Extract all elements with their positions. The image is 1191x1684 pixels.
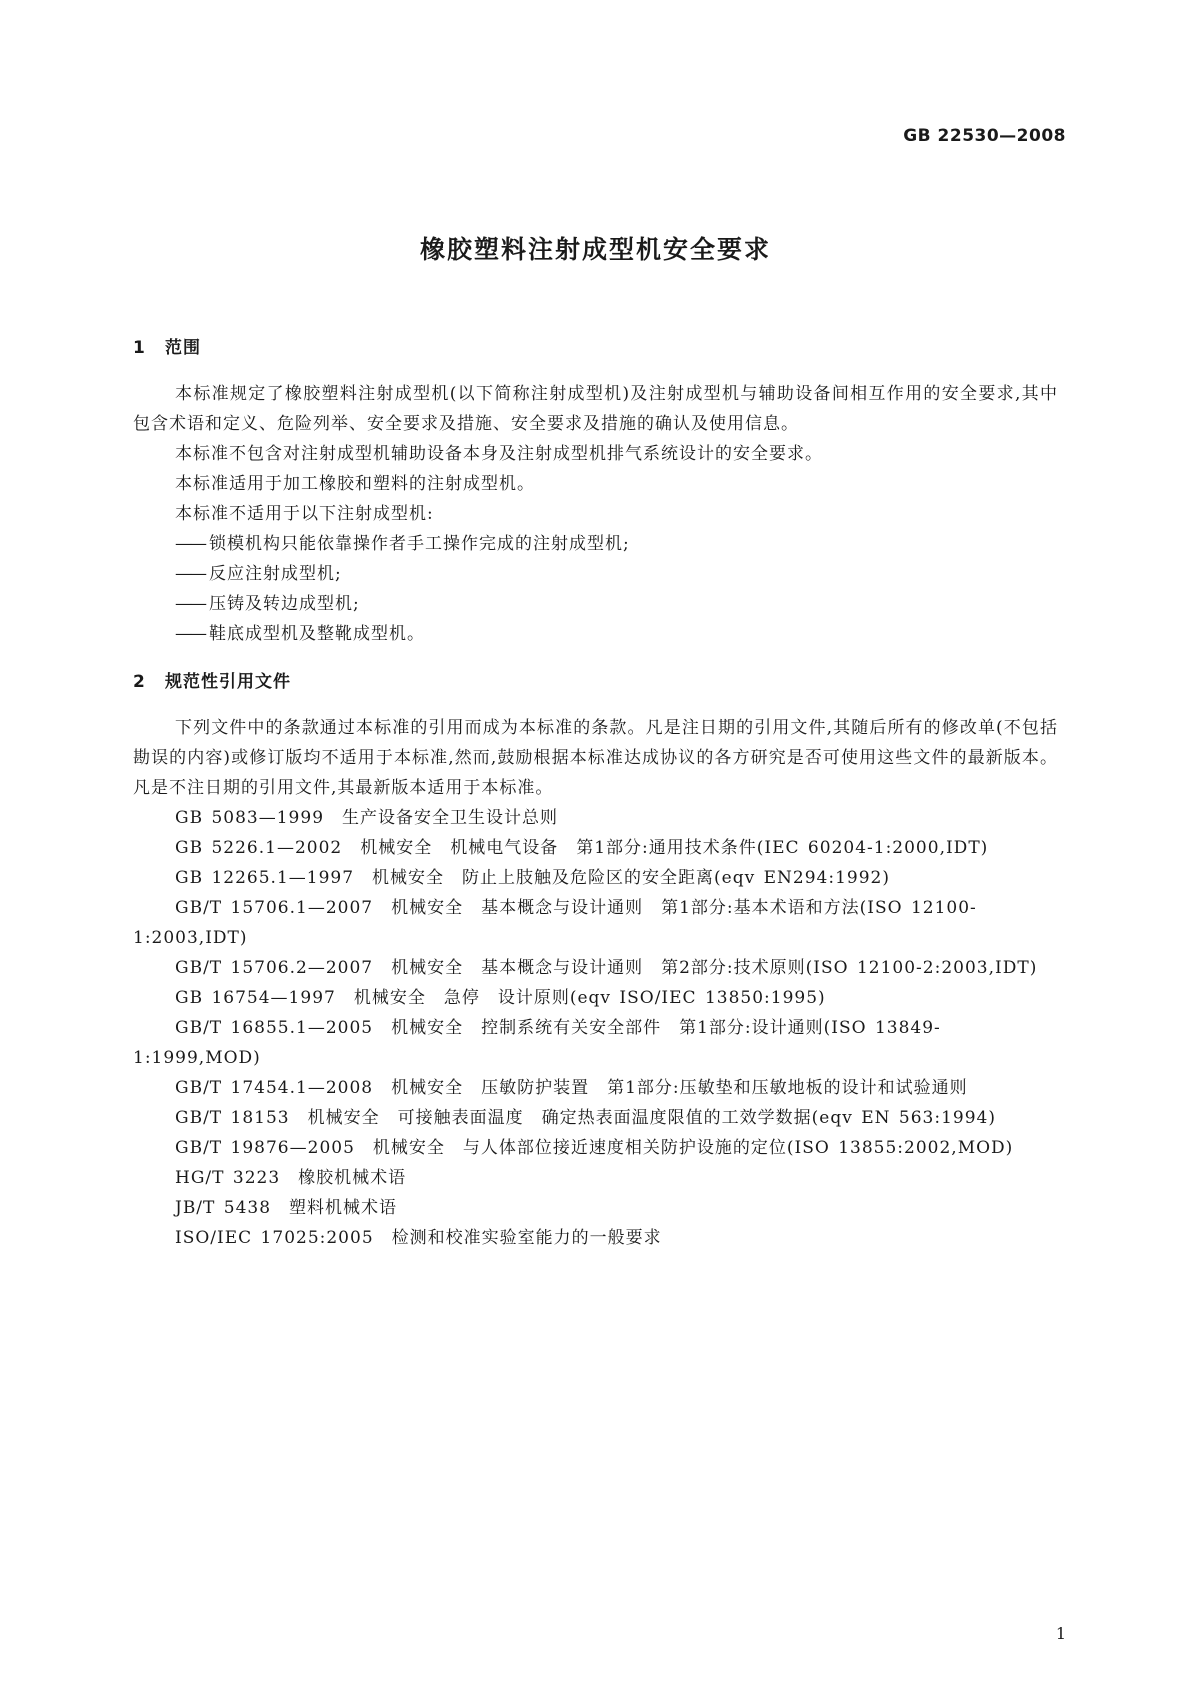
page-number: 1 — [1055, 1624, 1066, 1643]
list-item: —— 压铸及转边成型机; — [133, 589, 1058, 619]
paragraph: 本标准不包含对注射成型机辅助设备本身及注射成型机排气系统设计的安全要求。 — [175, 444, 823, 464]
reference-item: GB/T 16855.1—2005 机械安全 控制系统有关安全部件 第1部分:设计通则(ISO 13849-1:1999,MOD) — [133, 1018, 941, 1068]
reference-item: JB/T 5438 塑料机械术语 — [175, 1198, 398, 1218]
reference-item: GB/T 17454.1—2008 机械安全 压敏防护装置 第1部分:压敏垫和压敏地板的设计和试验通则 — [175, 1078, 968, 1098]
document-body — [133, 333, 1058, 1253]
section-title: 范围 — [165, 338, 201, 358]
section-1-heading — [133, 333, 1058, 363]
list-item: —— 鞋底成型机及整靴成型机。 — [133, 619, 1058, 649]
reference-item: GB/T 15706.2—2007 机械安全 基本概念与设计通则 第2部分:技术原则(ISO 12100-2:2003,IDT) — [175, 958, 1038, 978]
reference-item: GB/T 15706.1—2007 机械安全 基本概念与设计通则 第1部分:基本术语和方法(ISO 12100-1:2003,IDT) — [133, 898, 977, 948]
reference-item: GB/T 19876—2005 机械安全 与人体部位接近速度相关防护设施的定位(ISO 13855:2002,MOD) — [175, 1138, 1014, 1158]
section-number: 1 — [133, 338, 146, 358]
paragraph: 本标准适用于加工橡胶和塑料的注射成型机。 — [175, 474, 535, 494]
list-item: —— 锁模机构只能依靠操作者手工操作完成的注射成型机; — [133, 529, 1058, 559]
section-number: 2 — [133, 672, 146, 692]
document-title: 橡胶塑料注射成型机安全要求 — [419, 235, 771, 264]
reference-item: GB/T 18153 机械安全 可接触表面温度 确定热表面温度限值的工效学数据(eqv EN 563:1994) — [175, 1108, 996, 1128]
reference-item: GB 16754—1997 机械安全 急停 设计原则(eqv ISO/IEC 13850:1995) — [175, 988, 826, 1008]
section-2-heading — [133, 667, 1058, 697]
section-title: 规范性引用文件 — [165, 672, 291, 692]
list-item: —— 反应注射成型机; — [133, 559, 1058, 589]
paragraph: 本标准不适用于以下注射成型机: — [175, 504, 434, 524]
reference-item: HG/T 3223 橡胶机械术语 — [175, 1168, 407, 1188]
reference-item: GB 5226.1—2002 机械安全 机械电气设备 第1部分:通用技术条件(IEC 60204-1:2000,IDT) — [175, 838, 989, 858]
reference-item: ISO/IEC 17025:2005 检测和校准实验室能力的一般要求 — [175, 1228, 662, 1248]
document-code: GB 22530—2008 — [903, 126, 1066, 146]
reference-item: GB 5083—1999 生产设备安全卫生设计总则 — [175, 808, 559, 828]
paragraph: 本标准规定了橡胶塑料注射成型机(以下简称注射成型机)及注射成型机与辅助设备间相互作用的安全要求,其中包含术语和定义、危险列举、安全要求及措施、安全要求及措施的确认及使用信息。 — [133, 384, 1058, 434]
reference-item: GB 12265.1—1997 机械安全 防止上肢触及危险区的安全距离(eqv EN294:1992) — [175, 868, 890, 888]
paragraph: 下列文件中的条款通过本标准的引用而成为本标准的条款。凡是注日期的引用文件,其随后所有的修改单(不包括勘误的内容)或修订版均不适用于本标准,然而,鼓励根据本标准达成协议的各方研究是否可使用这些文件的最新版本。凡是不注日期的引用文件,其最新版本适用于本标准。 — [133, 718, 1058, 798]
